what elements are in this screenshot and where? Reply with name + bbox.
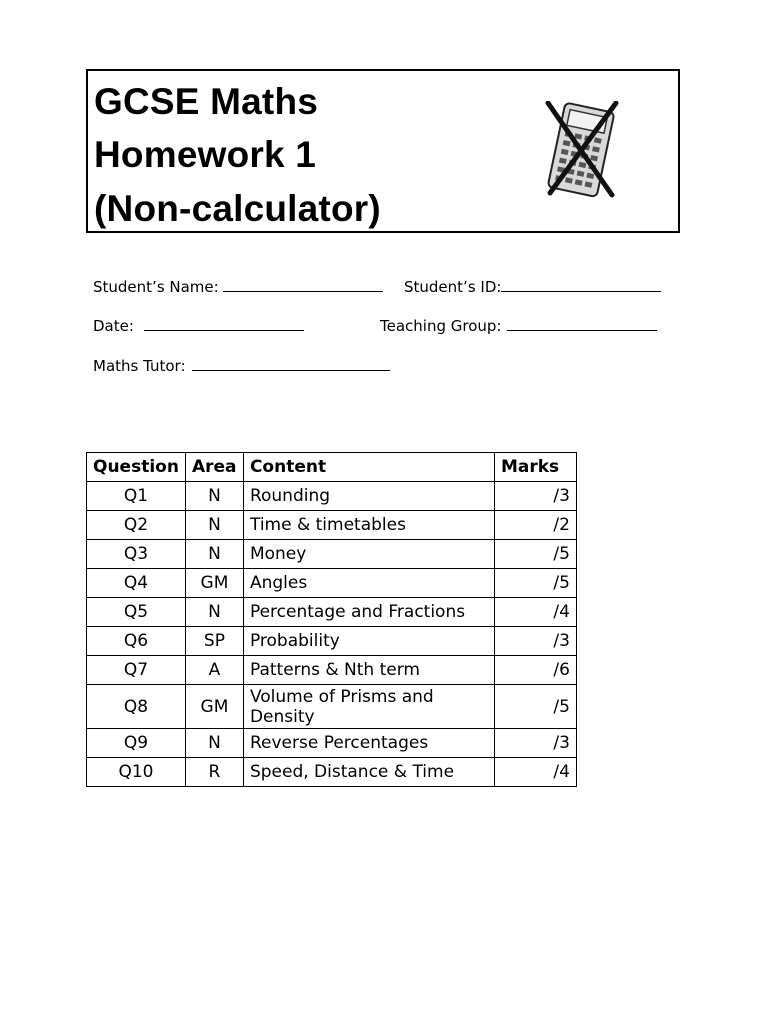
marks-cell: /3 (494, 627, 576, 656)
header-content: Content (243, 453, 494, 482)
table-row (87, 511, 577, 540)
question-cell: Q2 (87, 511, 186, 540)
area-cell: R (185, 758, 243, 787)
marks-cell: /3 (494, 729, 576, 758)
table-row (87, 656, 577, 685)
question-cell: Q6 (87, 627, 186, 656)
marks-cell: /5 (494, 540, 576, 569)
marks-cell: /5 (494, 685, 576, 729)
teaching-group-field[interactable] (380, 316, 657, 335)
content-cell: Rounding (243, 482, 494, 511)
marks-cell: /4 (494, 758, 576, 787)
question-cell: Q3 (87, 540, 186, 569)
marks-cell: /3 (494, 482, 576, 511)
area-cell: GM (185, 685, 243, 729)
marks-cell: /4 (494, 598, 576, 627)
student-name-blank[interactable] (223, 277, 383, 292)
marks-cell: /6 (494, 656, 576, 685)
question-cell: Q4 (87, 569, 186, 598)
question-cell: Q5 (87, 598, 186, 627)
question-cell: Q9 (87, 729, 186, 758)
table-row (87, 598, 577, 627)
table-header-row (87, 453, 577, 482)
student-id-blank[interactable] (501, 277, 661, 292)
date-label: Date: (93, 317, 134, 335)
maths-tutor-label: Maths Tutor: (93, 357, 186, 375)
table-row (87, 482, 577, 511)
date-blank[interactable] (144, 316, 304, 331)
content-cell: Reverse Percentages (243, 729, 494, 758)
date-field[interactable] (93, 316, 304, 335)
table-row (87, 685, 577, 729)
content-cell: Patterns & Nth term (243, 656, 494, 685)
content-cell: Probability (243, 627, 494, 656)
maths-tutor-field[interactable] (93, 356, 390, 375)
marks-cell: /2 (494, 511, 576, 540)
question-cell: Q10 (87, 758, 186, 787)
question-cell: Q1 (87, 482, 186, 511)
area-cell: N (185, 482, 243, 511)
question-cell: Q7 (87, 656, 186, 685)
student-name-field[interactable] (93, 277, 383, 296)
area-cell: N (185, 729, 243, 758)
content-cell: Time & timetables (243, 511, 494, 540)
table-row (87, 569, 577, 598)
header-question: Question (87, 453, 186, 482)
marks-cell: /5 (494, 569, 576, 598)
content-cell: Speed, Distance & Time (243, 758, 494, 787)
area-cell: SP (185, 627, 243, 656)
content-cell: Angles (243, 569, 494, 598)
area-cell: N (185, 540, 243, 569)
crossed-out-calculator-icon (542, 101, 622, 203)
area-cell: N (185, 511, 243, 540)
table-row (87, 729, 577, 758)
homework-questions-table (86, 452, 577, 787)
student-id-field[interactable] (404, 277, 661, 296)
header-marks: Marks (494, 453, 576, 482)
area-cell: N (185, 598, 243, 627)
student-id-label: Student’s ID: (404, 278, 502, 296)
content-cell: Money (243, 540, 494, 569)
content-cell: Volume of Prisms and Density (243, 685, 494, 729)
area-cell: GM (185, 569, 243, 598)
table-row (87, 627, 577, 656)
question-cell: Q8 (87, 685, 186, 729)
table-row (87, 540, 577, 569)
title-box (86, 69, 680, 233)
student-name-label: Student’s Name: (93, 278, 219, 296)
title-line-2: Homework 1 (94, 134, 317, 175)
maths-tutor-blank[interactable] (192, 356, 390, 371)
area-cell: A (185, 656, 243, 685)
content-cell: Percentage and Fractions (243, 598, 494, 627)
table-row (87, 758, 577, 787)
title-line-1: GCSE Maths (94, 81, 319, 122)
teaching-group-blank[interactable] (507, 316, 657, 331)
teaching-group-label: Teaching Group: (380, 317, 502, 335)
header-area: Area (185, 453, 243, 482)
title-line-3: (Non-calculator) (94, 188, 381, 229)
